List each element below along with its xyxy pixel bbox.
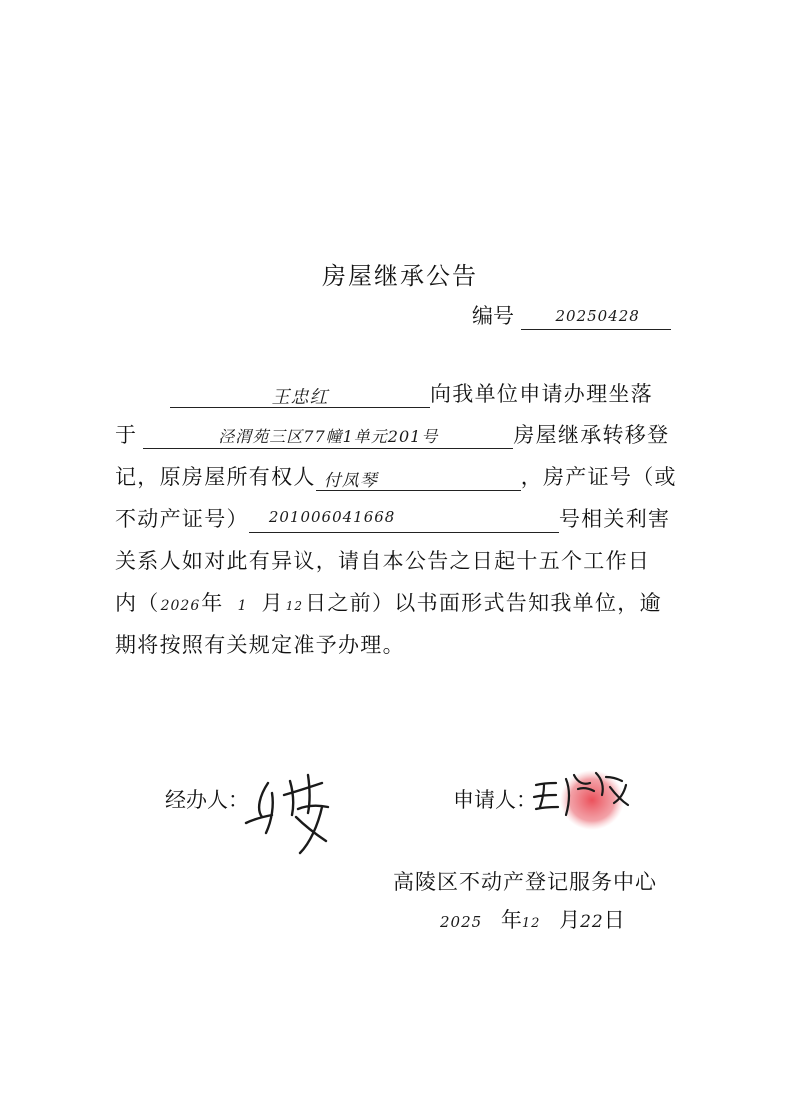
body-text: 月 bbox=[261, 591, 284, 615]
body-line-6 bbox=[115, 587, 662, 617]
applicant-signature bbox=[530, 765, 650, 835]
serial-underline bbox=[521, 305, 671, 330]
body-line-7: 期将按照有关规定准予办理。 bbox=[115, 633, 405, 657]
body-text: 号相关利害 bbox=[558, 507, 671, 531]
body-line-3 bbox=[115, 461, 677, 491]
applicant-label: 申请人： bbox=[453, 788, 537, 812]
serial-number-row bbox=[472, 300, 671, 330]
body-text: 于 bbox=[115, 423, 138, 447]
body-text: 日之前）以书面形式告知我单位，逾 bbox=[305, 591, 662, 615]
deadline-day: 12 bbox=[285, 599, 304, 613]
day-label: 日 bbox=[603, 908, 625, 932]
issue-day: 22 bbox=[580, 912, 604, 932]
deadline-month: 1 bbox=[237, 598, 248, 614]
cert-underline bbox=[249, 508, 559, 533]
body-text: 不动产证号） bbox=[115, 507, 249, 531]
deadline-year: 2026 bbox=[160, 598, 201, 614]
property-location: 泾渭苑三区77幢1单元201号 bbox=[218, 427, 439, 446]
issue-month: 12 bbox=[521, 916, 541, 931]
issue-year: 2025 bbox=[440, 913, 483, 931]
year-label: 年 bbox=[500, 908, 522, 932]
applicant-underline bbox=[170, 383, 430, 408]
body-line-2 bbox=[115, 419, 669, 449]
handler-label: 经办人： bbox=[165, 788, 249, 812]
handler-signature bbox=[238, 765, 348, 860]
issue-date bbox=[440, 904, 625, 934]
applicant-name: 王忠红 bbox=[271, 387, 329, 408]
body-text: 内（ bbox=[115, 591, 160, 615]
serial-value: 20250428 bbox=[555, 307, 640, 325]
body-line-4 bbox=[115, 503, 670, 533]
body-text: 记，原房屋所有权人 bbox=[115, 465, 316, 489]
serial-label: 编号 bbox=[472, 304, 514, 328]
body-line-5: 关系人如对此有异议，请自本公告之日起十五个工作日 bbox=[115, 549, 651, 573]
owner-underline bbox=[316, 466, 521, 491]
month-label: 月 bbox=[559, 908, 581, 932]
body-text: ，房产证号（或 bbox=[520, 465, 677, 489]
document-title: 房屋继承公告 bbox=[322, 262, 478, 290]
body-text: 年 bbox=[201, 591, 224, 615]
body-text: 向我单位申请办理坐落 bbox=[430, 382, 653, 406]
original-owner: 付凤琴 bbox=[323, 471, 378, 491]
certificate-number: 201006041668 bbox=[268, 508, 396, 526]
body-text: 房屋继承转移登 bbox=[513, 423, 670, 447]
issuing-office: 高陵区不动产登记服务中心 bbox=[393, 870, 657, 894]
body-line-1 bbox=[170, 378, 653, 408]
location-underline bbox=[143, 424, 513, 449]
